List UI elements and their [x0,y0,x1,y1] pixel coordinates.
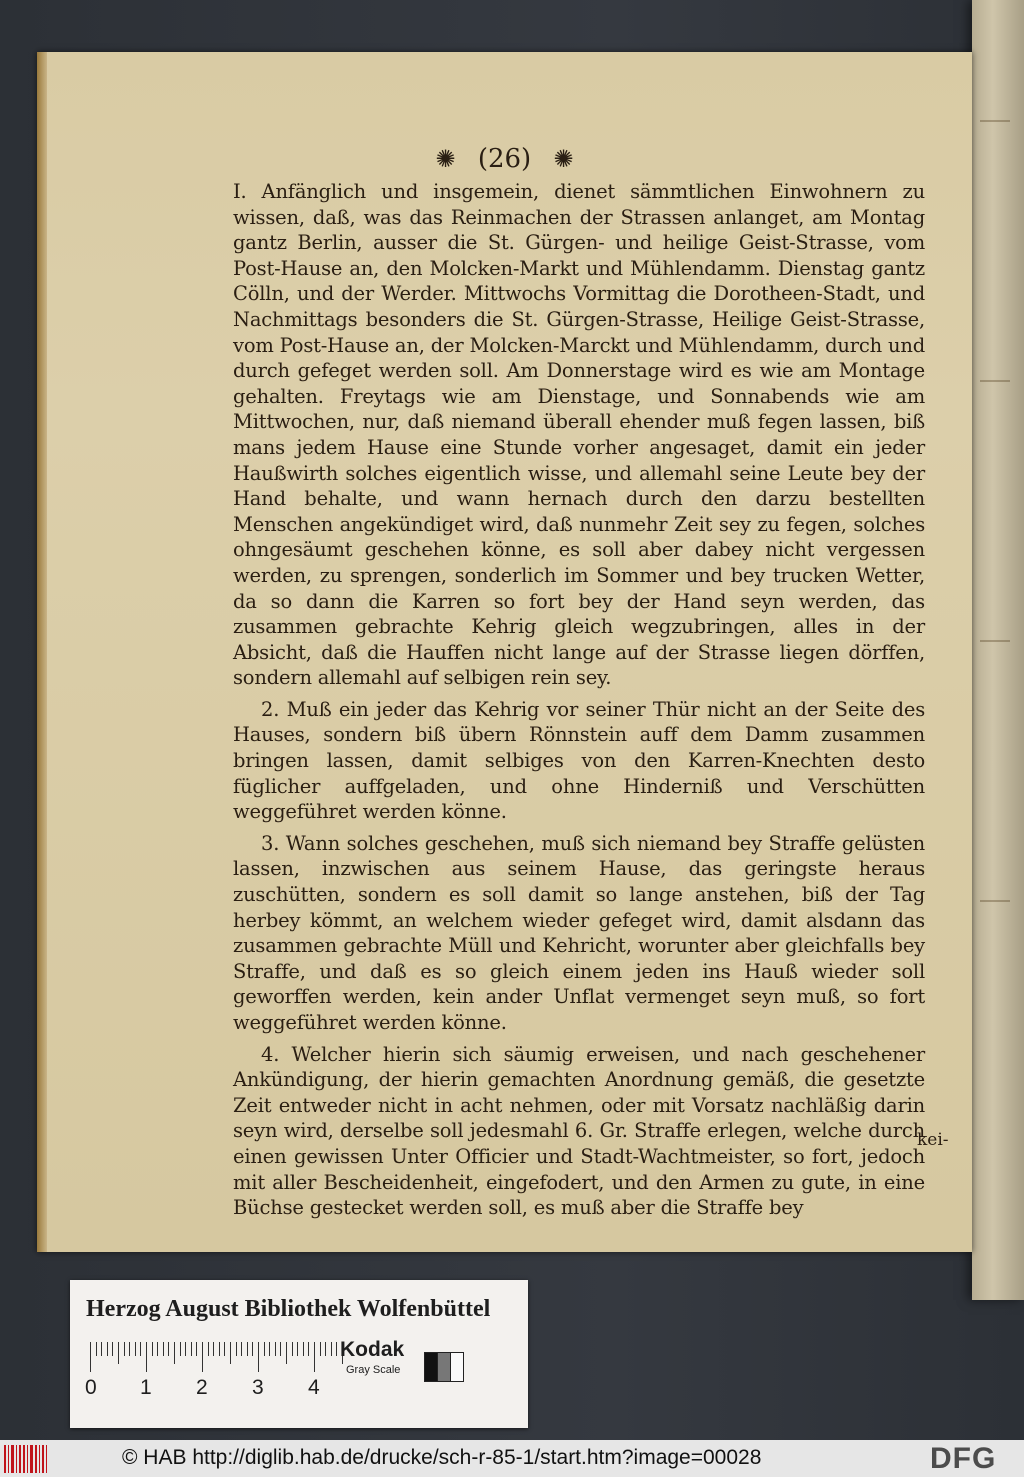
ruler-tick [308,1342,309,1356]
ruler-tick [269,1342,270,1356]
gray-swatch-white [450,1352,464,1382]
barcode-stripe [8,1445,9,1473]
footer-bar [0,1440,1024,1477]
ruler-tick [101,1342,102,1356]
ruler-tick [191,1342,192,1356]
ruler-tick [303,1342,304,1356]
ruler-number-0: 0 [85,1376,97,1399]
paragraph-3: 3. Wann solches geschehen, muß sich niemand bey Straffe gelüsten lassen, inzwischen aus seinem Hause, das geringste heraus zuschütten, sondern es soll damit so lange anstehen, biß der Tag herbey kömmt, an welchem wieder gefeget wird, damit alsdann das zusammen gebrachte Müll und Kehricht, worunter aber gleichfalls bey Straffe, und daß es so gleich einem jeden ins Hauß wieder soll geworffen werden, kein ander Unflat vermenget seyn muß, so fort weggeführet werden könne. [233,831,925,1034]
library-name: Herzog August Bibliothek Wolfenbüttel [86,1296,491,1322]
barcode-stripe [11,1445,14,1473]
barcode-stripe [23,1445,25,1473]
ruler-tick [163,1342,164,1356]
ruler-tick [118,1342,119,1364]
ruler-tick [168,1342,169,1356]
ruler-tick [252,1342,253,1356]
ruler-tick [314,1342,315,1372]
ruler-tick [258,1342,259,1372]
ruler-tick [320,1342,321,1356]
ruler-tick [275,1342,276,1356]
ruler-tick [107,1342,108,1356]
gray-swatch-mid [437,1352,451,1382]
catchword: kei- [917,1130,949,1150]
barcode-stripe [46,1445,47,1473]
document-page [37,52,972,1252]
dfg-logo: DFG [930,1442,997,1475]
ruler-tick [264,1342,265,1356]
page-number: (26) [477,144,532,174]
ruler-number-4: 4 [308,1376,320,1399]
gray-swatch-black [424,1352,438,1382]
footer-copyright-link[interactable]: © HAB http://diglib.hab.de/drucke/sch-r-85-1/start.htm?image=00028 [122,1446,762,1469]
ruler-tick [247,1342,248,1356]
ruler-tick [146,1342,147,1372]
barcode-icon [4,1445,48,1473]
ruler-tick [129,1342,130,1356]
barcode-stripe [19,1445,21,1473]
ruler-tick [124,1342,125,1356]
ruler-tick [208,1342,209,1356]
adjacent-page-edge [972,0,1024,1300]
ruler-tick [224,1342,225,1356]
ruler-tick [157,1342,158,1356]
barcode-stripe [27,1445,28,1473]
library-label-card [70,1280,528,1428]
barcode-stripe [39,1445,40,1473]
ruler-tick [219,1342,220,1356]
gray-scale-label: Gray Scale [346,1364,401,1376]
ruler-tick [230,1342,231,1364]
left-ornament-icon: ✺ [435,145,456,173]
ruler-tick [135,1342,136,1356]
ruler-tick [336,1342,337,1356]
ruler-number-3: 3 [252,1376,264,1399]
ruler-tick [90,1342,91,1372]
ruler-tick [213,1342,214,1356]
barcode-stripe [16,1445,17,1473]
ruler-tick [140,1342,141,1356]
barcode-stripe [30,1445,33,1473]
ruler-tick [202,1342,203,1372]
right-ornament-icon: ✺ [553,145,574,173]
ruler-tick [112,1342,113,1356]
ruler-tick [331,1342,332,1356]
body-text [233,179,925,1221]
ruler-number-2: 2 [196,1376,208,1399]
paragraph-1: I. Anfänglich und insgemein, dienet sämmtlichen Einwohnern zu wissen, daß, was das Reinmachen der Strassen anlanget, am Montag gantz Berlin, ausser die St. Gürgen- und heilige Geist-Strasse, vom Post-Hause an, den Molcken-Markt und Mühlendamm. Dienstag gantz Cölln, und der Werder. Mittwochs Vormittag die Dorotheen-Stadt, und Nachmittags besonders die St. Gürgen-Strasse, Heilige Geist-Strasse, vom Post-Hause an, der Molcken-Marckt und Mühlendamm, durch und durch gefeget werden soll. Am Donnerstage wird es wie am Montage gehalten. Freytags wie am Dienstage, und Sonnabends wie am Mittwochen, nur, daß niemand überall ehender muß fegen lassen, biß mans jedem Hause eine Stunde vorher angesaget, damit ein jeder Haußwirth solches eigentlich wisse, und allemahl seine Leute bey der Hand behalte, und wann hernach durch den darzu bestellten Menschen angekündiget wird, daß nunmehr Zeit sey zu fegen, solches ohngesäumt geschehen könne, es soll aber dabey nicht vergessen werden, zu sprengen, sonderlich im Sommer und bey trucken Wetter, da so dann die Karren so fort bey der Hand seyn werden, das zusammen gebrachte Kehrig gleich wegzubringen, alles in der Absicht, daß die Hauffen nicht lange auf der Strasse liegen dörffen, sondern allemahl auf selbigen rein sey. [233,180,925,690]
ruler-tick [152,1342,153,1356]
ruler-tick [241,1342,242,1356]
kodak-logo: Kodak [340,1338,405,1361]
paragraph-4: 4. Welcher hierin sich säumig erweisen, und nach geschehener Ankündigung, der hierin gemachten Anordnung gemäß, die gesetzte Zeit entweder nicht in acht nehmen, oder mit Vorsatz nachläßig darin seyn wird, derselbe soll jedesmahl 6. Gr. Straffe erlegen, welche durch einen gewissen Unter Officier und Stadt-Wachtmeister, so fort, jedoch mit aller Bescheidenheit, eingefodert, und den Armen zu gute, in eine Büchse gestecket werden soll, es muß aber die Straffe bey [233,1042,925,1220]
ruler-tick [297,1342,298,1356]
paragraph-2: 2. Muß ein jeder das Kehrig vor seiner Thür nicht an der Seite des Hauses, sondern biß übern Rönnstein auff dem Damm zusammen bringen lassen, damit selbiges von den Karren-Knechten desto füglicher auffgeladen, und ohne Hinderniß und Verschütten weggeführet werden könne. [233,697,925,824]
ruler-tick [180,1342,181,1356]
ruler-tick [292,1342,293,1356]
page-header [37,144,972,174]
ruler-tick [174,1342,175,1364]
ruler-number-1: 1 [140,1376,152,1399]
barcode-stripe [42,1445,44,1473]
barcode-stripe [4,1445,6,1473]
ruler-tick [286,1342,287,1364]
ruler-tick [325,1342,326,1356]
ruler-tick [236,1342,237,1356]
ruler-tick [185,1342,186,1356]
ruler-tick [196,1342,197,1356]
ruler-tick [280,1342,281,1356]
barcode-stripe [35,1445,37,1473]
ruler-tick [96,1342,97,1356]
